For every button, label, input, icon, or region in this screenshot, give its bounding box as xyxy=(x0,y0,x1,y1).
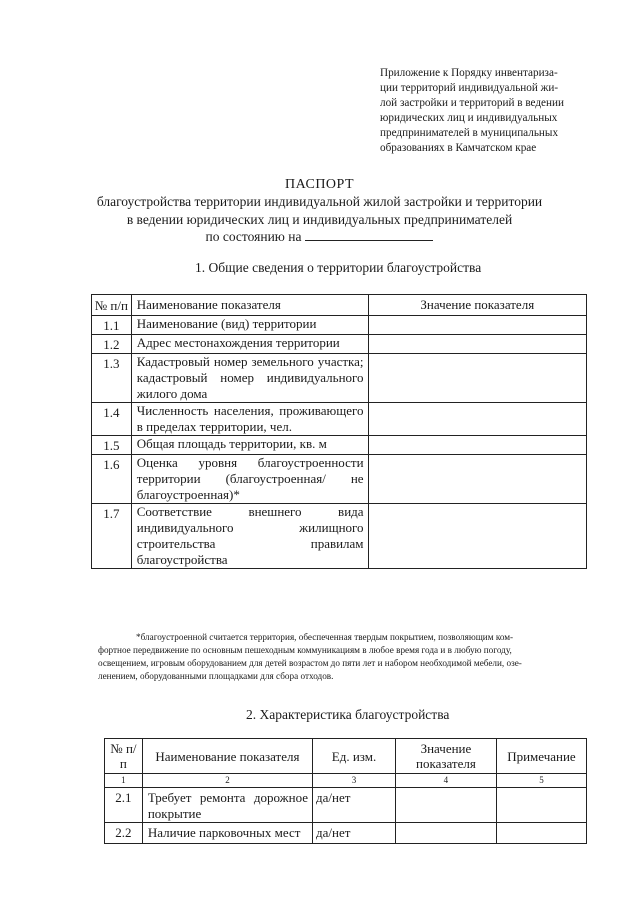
as-of-label: по состоянию на xyxy=(205,229,302,244)
footnote-line: *благоустроенной считается территория, обеспеченная твердым покрытием, позволяющим ком- xyxy=(136,632,514,642)
table-row xyxy=(92,504,587,569)
row-num: 1.5 xyxy=(92,436,132,455)
column-number: 3 xyxy=(313,774,396,788)
footnote-line: ленением, оборудованными площадками для сбора отходов. xyxy=(98,671,334,681)
header-num: № п/п xyxy=(105,739,143,774)
column-number: 1 xyxy=(105,774,143,788)
row-num: 1.3 xyxy=(92,354,132,403)
column-numbers-row xyxy=(105,774,587,788)
table-row xyxy=(92,354,587,403)
row-value[interactable] xyxy=(368,316,586,335)
footnote-line: фортное передвижение по основным пешеходным коммуникациям в любое время года и в любую погоду, xyxy=(98,645,512,655)
as-of-date-line xyxy=(0,228,639,246)
column-number: 5 xyxy=(496,774,586,788)
table-row xyxy=(92,335,587,354)
characteristics-table xyxy=(104,738,587,844)
row-num: 1.4 xyxy=(92,403,132,436)
table-header-row xyxy=(92,295,587,316)
row-num: 1.2 xyxy=(92,335,132,354)
row-name: Кадастровый номер земельного участка; кадастровый номер индивидуального жилого дома xyxy=(131,354,368,403)
document-subtitle-line: благоустройства территории индивидуальной жилой застройки и территории xyxy=(96,194,543,209)
row-value[interactable] xyxy=(368,504,586,569)
row-value[interactable] xyxy=(368,455,586,504)
header-num: № п/п xyxy=(92,295,132,316)
table-row xyxy=(92,316,587,335)
header-note: Примечание xyxy=(496,739,586,774)
section1-heading: 1. Общие сведения о территории благоустройства xyxy=(195,260,482,275)
footnote-line: освещением, игровым оборудованием для детей возрастом до пяти лет и набором необходимой мебели, озе- xyxy=(98,658,522,668)
table-row xyxy=(105,823,587,844)
row-value[interactable] xyxy=(368,335,586,354)
row-name: Численность населения, проживающего в пределах территории, чел. xyxy=(131,403,368,436)
table-row xyxy=(105,788,587,823)
column-number: 2 xyxy=(142,774,312,788)
header-value: Значение показателя xyxy=(368,295,586,316)
appendix-line: юридических лиц и индивидуальных xyxy=(380,112,558,124)
row-value[interactable] xyxy=(368,354,586,403)
row-unit: да/нет xyxy=(313,788,396,823)
appendix-note xyxy=(380,66,592,156)
row-note[interactable] xyxy=(496,823,586,844)
row-name: Наименование (вид) территории xyxy=(131,316,368,335)
header-value: Значение показателя xyxy=(395,739,496,774)
appendix-line: ции территорий индивидуальной жи- xyxy=(380,82,559,94)
table-row xyxy=(92,436,587,455)
row-value[interactable] xyxy=(368,403,586,436)
row-unit: да/нет xyxy=(313,823,396,844)
row-name: Наличие парковочных мест xyxy=(142,823,312,844)
column-number: 4 xyxy=(395,774,496,788)
row-value[interactable] xyxy=(368,436,586,455)
date-blank-field[interactable] xyxy=(305,228,433,241)
document-subtitle-line: в ведении юридических лиц и индивидуальных предпринимателей xyxy=(126,212,513,227)
table-row xyxy=(92,403,587,436)
appendix-line: лой застройки и территорий в ведении xyxy=(380,97,564,109)
appendix-line: образованиях в Камчатском крае xyxy=(380,142,537,154)
row-num: 2.1 xyxy=(105,788,143,823)
row-num: 1.7 xyxy=(92,504,132,569)
header-unit: Ед. изм. xyxy=(313,739,396,774)
table-row xyxy=(92,455,587,504)
row-note[interactable] xyxy=(496,788,586,823)
row-name: Соответствие внешнего вида индивидуального жилищного строительства правилам благоустройства xyxy=(131,504,368,569)
table-header-row xyxy=(105,739,587,774)
row-num: 1.1 xyxy=(92,316,132,335)
section2-heading: 2. Характеристика благоустройства xyxy=(246,707,450,722)
row-name: Требует ремонта дорожное покрытие xyxy=(142,788,312,823)
header-name: Наименование показателя xyxy=(131,295,368,316)
row-value[interactable] xyxy=(395,823,496,844)
row-num: 2.2 xyxy=(105,823,143,844)
document-title: ПАСПОРТ xyxy=(284,177,355,192)
row-value[interactable] xyxy=(395,788,496,823)
general-info-table xyxy=(91,294,587,569)
row-num: 1.6 xyxy=(92,455,132,504)
appendix-line: Приложение к Порядку инвентариза- xyxy=(380,67,558,79)
row-name: Оценка уровня благоустроенности территории (благоустроенная/ не благоустроенная)* xyxy=(131,455,368,504)
row-name: Общая площадь территории, кв. м xyxy=(131,436,368,455)
appendix-line: предпринимателей в муниципальных xyxy=(380,127,559,139)
header-name: Наименование показателя xyxy=(142,739,312,774)
footnote xyxy=(98,631,588,683)
row-name: Адрес местонахождения территории xyxy=(131,335,368,354)
